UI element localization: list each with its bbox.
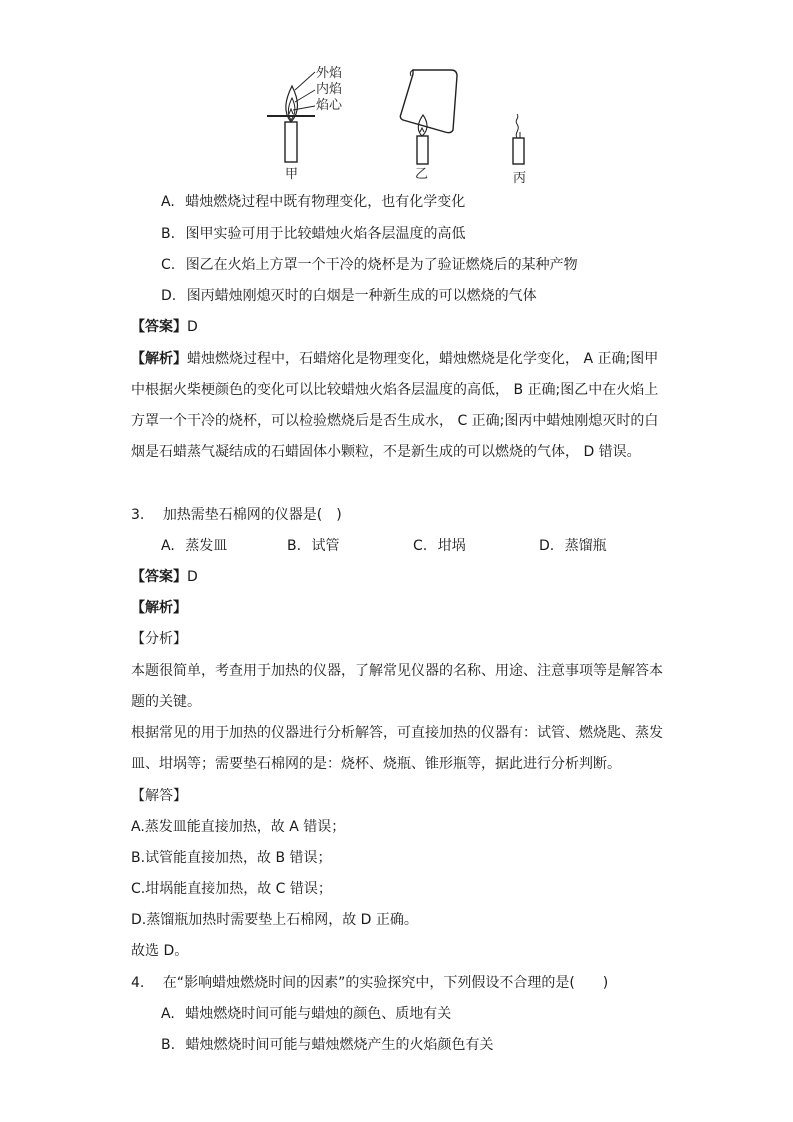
q3-stem: 3. 加热需垫石棉网的仪器是( ) — [131, 507, 342, 523]
candle-jia — [267, 72, 315, 162]
q2-option-d: D. 图丙蜡烛刚熄灭时的白烟是一种新生成的可以燃烧的气体 — [161, 288, 537, 304]
q2-answer: 【答案】D — [131, 319, 198, 335]
candle-experiment-figure — [255, 60, 545, 185]
analysis-tag: 【解析】 — [131, 351, 187, 367]
q2-option-a: A. 蜡烛燃烧过程中既有物理变化，也有化学变化 — [161, 194, 466, 210]
q2-option-c: C. 图乙在火焰上方罩一个干冷的烧杯是为了验证燃烧后的某种产物 — [161, 257, 578, 273]
q3-fenxi-tag: 【分析】 — [131, 631, 187, 647]
q2-analysis-line-4: 烟是石蜡蒸气凝结成的石蜡固体小颗粒，不是新生成的可以燃烧的气体， D 错误。 — [131, 444, 641, 460]
q3-answer: 【答案】D — [131, 569, 198, 585]
answer-tag: 【答案】 — [131, 319, 187, 335]
q3-jieda-line-2: B.试管能直接加热，故 B 错误； — [131, 850, 332, 866]
caption-bing: 丙 — [513, 171, 527, 186]
flame-label-core: 焰心 — [316, 98, 343, 113]
q2-analysis-line-3: 方罩一个干冷的烧杯，可以检验燃烧后是否生成水， C 正确;图丙中蜡烛刚熄灭时的白 — [131, 413, 659, 429]
answer-tag: 【答案】 — [131, 569, 187, 585]
flame-label-inner: 内焰 — [316, 82, 343, 97]
q4-stem: 4. 在“影响蜡烛燃烧时间的因素”的实验探究中，下列假设不合理的是( ) — [131, 975, 609, 991]
q3-option-c: C. 坩埚 — [413, 538, 466, 554]
q3-fenxi-line-2: 题的关键。 — [131, 694, 201, 710]
q3-fenxi-line-4: 皿、坩埚等；需要垫石棉网的是：烧杯、烧瓶、锥形瓶等，据此进行分析判断。 — [131, 756, 621, 772]
q4-option-b: B. 蜡烛燃烧时间可能与蜡烛燃烧产生的火焰颜色有关 — [161, 1037, 494, 1053]
q3-jieda-line-5: 故选 D。 — [131, 943, 189, 959]
q2-analysis-line-1: 【解析】蜡烛燃烧过程中，石蜡熔化是物理变化，蜡烛燃烧是化学变化， A 正确;图甲 — [131, 351, 659, 367]
q3-option-b: B. 试管 — [287, 538, 340, 554]
q3-jieda-line-3: C.坩埚能直接加热，故 C 错误； — [131, 881, 332, 897]
caption-yi: 乙 — [415, 167, 429, 182]
candle-yi — [400, 70, 457, 164]
q3-jieda-tag: 【解答】 — [131, 788, 187, 804]
q3-jieda-line-4: D.蒸馏瓶加热时需要垫上石棉网，故 D 正确。 — [131, 912, 418, 928]
caption-jia: 甲 — [285, 167, 299, 182]
q3-fenxi-line-1: 本题很简单，考查用于加热的仪器，了解常见仪器的名称、用途、注意事项等是解答本 — [131, 663, 663, 679]
candle-bing — [513, 114, 524, 164]
q3-option-a: A. 蒸发皿 — [161, 538, 228, 554]
flame-label-outer: 外焰 — [316, 66, 343, 81]
q2-option-b: B. 图甲实验可用于比较蜡烛火焰各层温度的高低 — [161, 226, 466, 242]
q3-fenxi-line-3: 根据常见的用于加热的仪器进行分析解答，可直接加热的仪器有：试管、燃烧匙、蒸发 — [131, 725, 663, 741]
q4-option-a: A. 蜡烛燃烧时间可能与蜡烛的颜色、质地有关 — [161, 1006, 452, 1022]
q3-option-d: D. 蒸馏瓶 — [539, 538, 607, 554]
q2-analysis-line-2: 中根据火柴梗颜色的变化可以比较蜡烛火焰各层温度的高低， B 正确;图乙中在火焰上 — [131, 382, 659, 398]
q3-jieda-line-1: A.蒸发皿能直接加热，故 A 错误； — [131, 819, 346, 835]
q3-analysis-tag: 【解析】 — [131, 600, 187, 616]
